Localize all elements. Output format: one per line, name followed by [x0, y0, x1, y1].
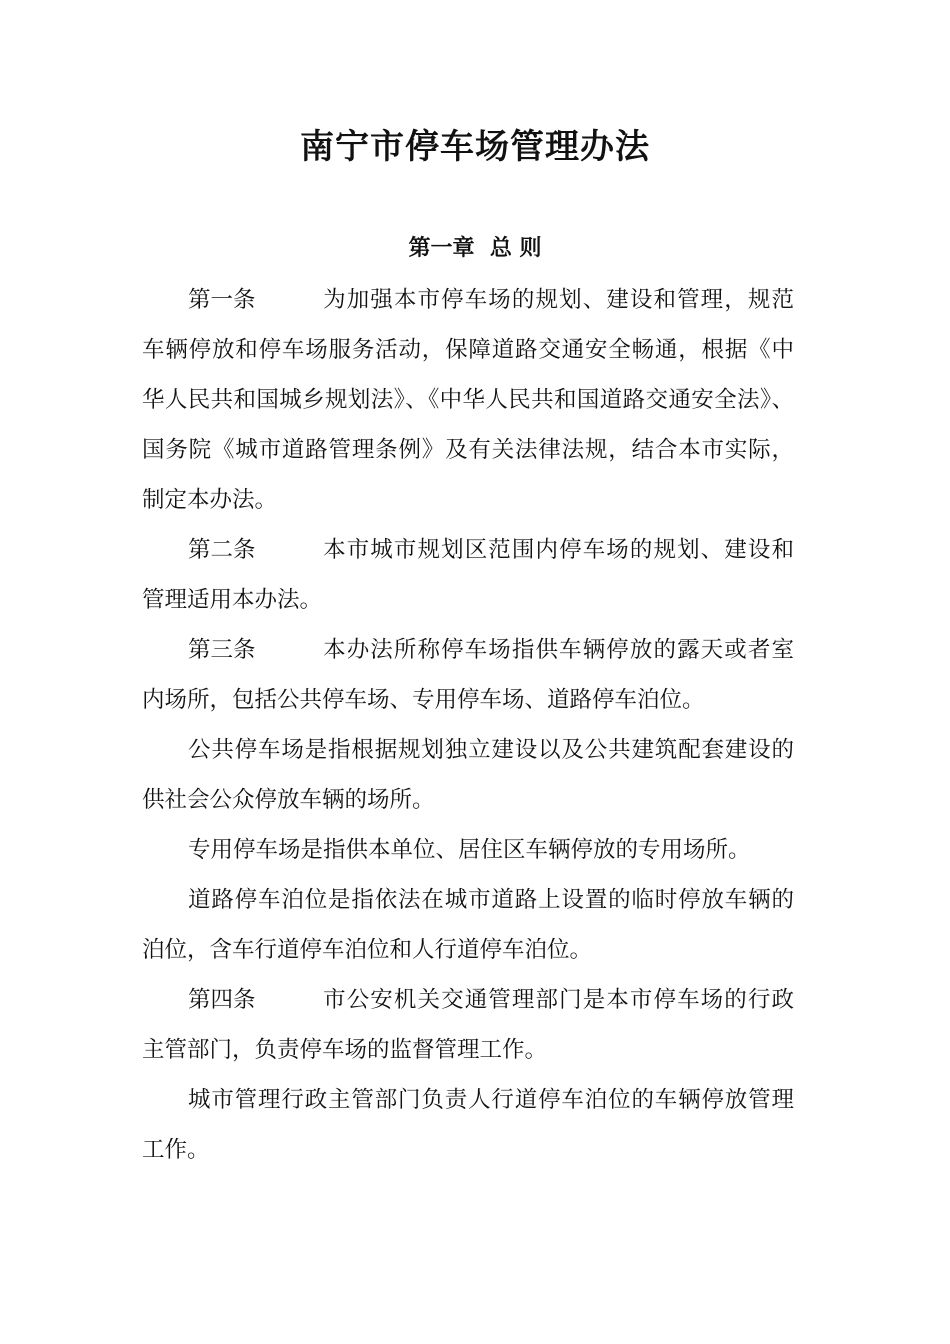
public-parking-definition: 公共停车场是指根据规划独立建设以及公共建筑配套建设的供社会公众停放车辆的场所。: [142, 737, 794, 813]
article-number: 第一条: [188, 287, 256, 313]
article-1-paragraph: [142, 275, 794, 525]
document-title: 南宁市停车场管理办法: [300, 127, 650, 167]
article-number: 第四条: [188, 987, 256, 1013]
article-text: 市公安机关交通管理部门是本市停车场的行政主管部门，负责停车场的监督管理工作。: [142, 987, 794, 1063]
article-text: 本办法所称停车场指供车辆停放的露天或者室内场所，包括公共停车场、专用停车场、道路停车泊位。: [142, 637, 794, 713]
article-text: 为加强本市停车场的规划、建设和管理，规范车辆停放和停车场服务活动，保障道路交通安全畅通，根据《中华人民共和国城乡规划法》、《中华人民共和国道路交通安全法》、国务院《城市道路管理条例》及有关法律法规，结合本市实际，制定本办法。: [142, 287, 794, 513]
article-4-paragraph: [142, 975, 794, 1075]
article-number: 第二条: [188, 537, 256, 563]
article-number: 第三条: [188, 637, 256, 663]
chapter-heading: 第一章 总 则: [408, 235, 542, 261]
article-2-paragraph: [142, 525, 794, 625]
city-management-responsibility: 城市管理行政主管部门负责人行道停车泊位的车辆停放管理工作。: [142, 1087, 794, 1163]
article-3-paragraph: [142, 625, 794, 725]
road-parking-definition: 道路停车泊位是指依法在城市道路上设置的临时停放车辆的泊位，含车行道停车泊位和人行道停车泊位。: [142, 887, 794, 963]
private-parking-definition: 专用停车场是指供本单位、居住区车辆停放的专用场所。: [188, 837, 751, 863]
article-text: 本市城市规划区范围内停车场的规划、建设和管理适用本办法。: [142, 537, 794, 613]
